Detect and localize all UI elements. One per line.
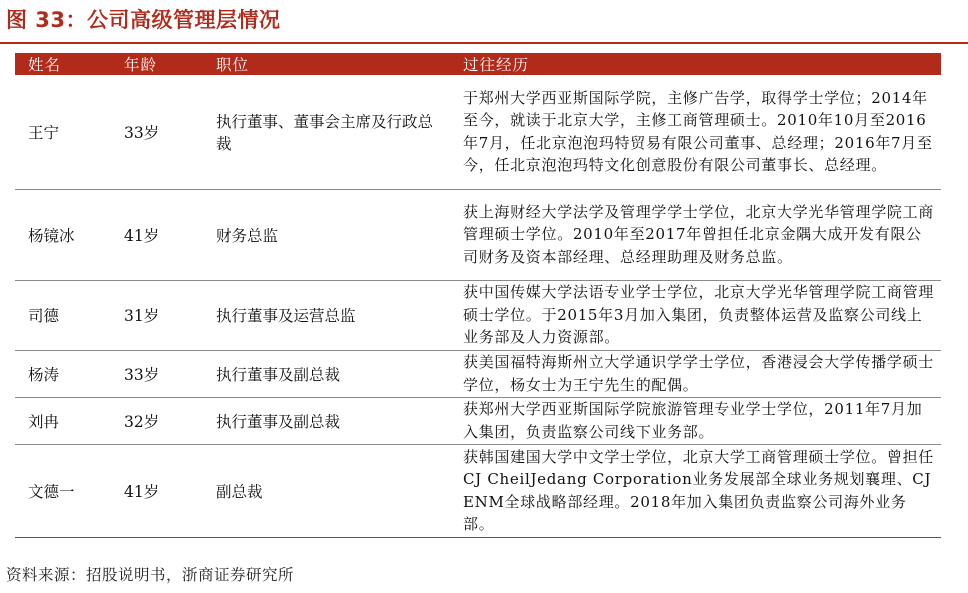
cell-age: 31岁 [111, 280, 203, 350]
cell-experience: 获美国福特海斯州立大学通识学学士学位，香港浸会大学传播学硕士学位，杨女士为王宁先生的配偶。 [451, 350, 941, 397]
header-experience: 过往经历 [451, 53, 941, 75]
cell-position: 执行董事及副总裁 [203, 350, 451, 397]
cell-position: 执行董事、董事会主席及行政总裁 [203, 75, 451, 189]
cell-age: 33岁 [111, 350, 203, 397]
table-row [15, 189, 941, 280]
cell-name: 文德一 [15, 444, 111, 537]
table-row [15, 350, 941, 397]
cell-name: 刘冉 [15, 397, 111, 444]
cell-name: 杨镜冰 [15, 189, 111, 280]
cell-name: 王宁 [15, 75, 111, 189]
cell-experience: 获韩国建国大学中文学士学位，北京大学工商管理硕士学位。曾担任CJ CheilJedang Corporation业务发展部全球业务规划襄理、CJ ENM全球战略部经理。2018年加入集团负责监察公司海外业务部。 [451, 444, 941, 537]
table-row [15, 397, 941, 444]
cell-position: 执行董事及运营总监 [203, 280, 451, 350]
table-header-row [15, 53, 941, 75]
source-note: 资料来源：招股说明书，浙商证券研究所 [6, 566, 295, 584]
title-rule [0, 42, 968, 44]
cell-age: 33岁 [111, 75, 203, 189]
cell-position: 副总裁 [203, 444, 451, 537]
cell-age: 32岁 [111, 397, 203, 444]
figure-title: 图 33：公司高级管理层情况 [6, 8, 281, 32]
table-row [15, 75, 941, 189]
cell-age: 41岁 [111, 189, 203, 280]
header-age: 年龄 [111, 53, 203, 75]
cell-experience: 获上海财经大学法学及管理学学士学位，北京大学光华管理学院工商管理硕士学位。2010年至2017年曾担任北京金隅大成开发有限公司财务及资本部经理、总经理助理及财务总监。 [451, 189, 941, 280]
table-row [15, 280, 941, 350]
cell-position: 执行董事及副总裁 [203, 397, 451, 444]
cell-name: 杨涛 [15, 350, 111, 397]
cell-age: 41岁 [111, 444, 203, 537]
management-table [15, 53, 941, 538]
table-row [15, 444, 941, 537]
cell-experience: 获郑州大学西亚斯国际学院旅游管理专业学士学位，2011年7月加入集团，负责监察公司线下业务部。 [451, 397, 941, 444]
header-position: 职位 [203, 53, 451, 75]
cell-position: 财务总监 [203, 189, 451, 280]
header-name: 姓名 [15, 53, 111, 75]
cell-name: 司德 [15, 280, 111, 350]
cell-experience: 获中国传媒大学法语专业学士学位，北京大学光华管理学院工商管理硕士学位。于2015年3月加入集团，负责整体运营及监察公司线上业务部及人力资源部。 [451, 280, 941, 350]
cell-experience: 于郑州大学西亚斯国际学院，主修广告学，取得学士学位；2014年至今，就读于北京大学，主修工商管理硕士。2010年10月至2016年7月，任北京泡泡玛特贸易有限公司董事、总经理；2016年7月至今，任北京泡泡玛特文化创意股份有限公司董事长、总经理。 [451, 75, 941, 189]
